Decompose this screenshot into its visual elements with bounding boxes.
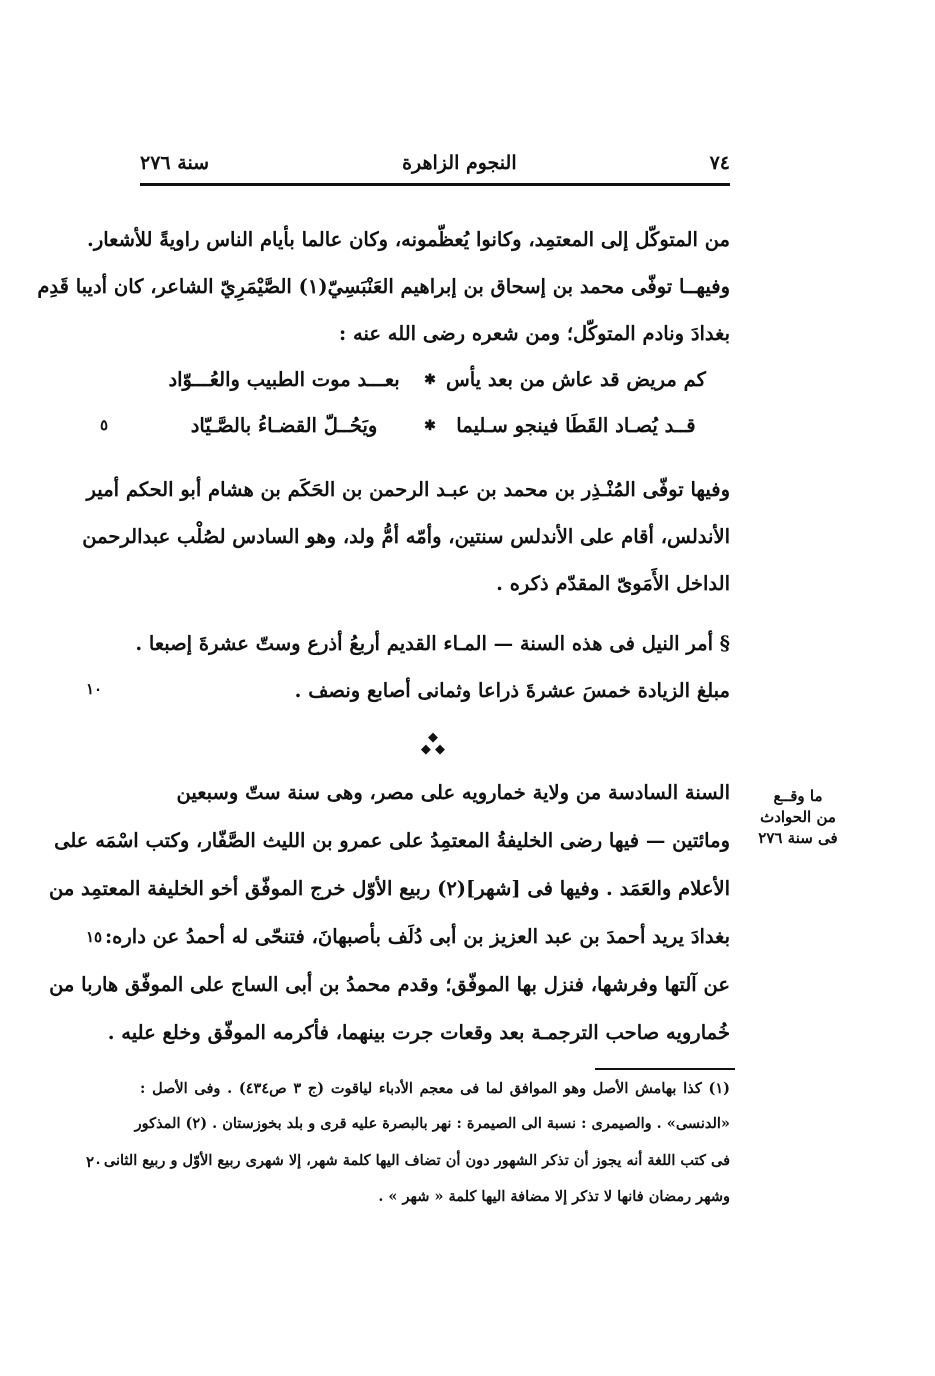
body-line: الأندلس، أقام على الأندلس سنتين، وأمّه أمُّ ولد، وهو السادس لصُلْب عبدالرحمن (82, 525, 730, 548)
body-line: الأعلام والعَمَد . وفيها فى [شهر](٢) ربيع الأوّل خرج الموفّق أخو الخليفة المعتمِد من (48, 877, 730, 900)
body-line: الداخل الأَمَوىّ المقدّم ذكره . (496, 572, 730, 595)
body-line: § أمر النيل فى هذه السنة — المـاء القديم أربعُ أذرع وستّ عشرةَ إصبعا . (135, 632, 730, 655)
poem-verse (150, 368, 710, 391)
side-note-line: ما وقــع (773, 787, 823, 805)
side-note-line: من الحوادث (760, 808, 836, 826)
book-title: النجوم الزاهرة (402, 152, 517, 174)
page-number: ٧٤ (709, 152, 730, 174)
header-rule (140, 183, 730, 186)
footnote-line: (١) كذا بهامش الأصل وهو الموافق لما فى معجم الأدباء لياقوت (ج ٣ ص٤٣٤) . وفى الأصل : (140, 1080, 730, 1097)
poem-hemistich: بعـــد موت الطبيب والعُـــوّاد (168, 368, 400, 391)
poem-verse (150, 414, 710, 437)
margin-line-number: ٢٠ (86, 1153, 103, 1171)
footnote-rule (595, 1068, 735, 1070)
body-line: وفيهــا توفّى محمد بن إسحاق بن إبراهيم العَنْبَسِيّ(١) الصَّيْمَرِيّ الشاعر، كان أديبا قَدِم (37, 275, 730, 298)
body-line: بغدادَ يريد أحمدَ بن عبد العزيز بن أبى دُلَف بأصبهانَ، فتنحّى له أحمدُ عن داره: (104, 925, 730, 948)
section-ornament-icon: ◆ ◆ ◆ (420, 730, 446, 757)
poem-hemistich: ويَحُــلّ القضـاءُ بالصَّـيّاد (190, 414, 378, 437)
margin-line-number: ١٥ (86, 928, 103, 946)
margin-line-number: ٥ (100, 416, 109, 434)
body-line: عن آلتها وفرشها، فنزل بها الموفّق؛ وقدم محمدُ بن أبى الساج على الموفّق هاربا من (49, 973, 730, 996)
body-line: بغدادَ ونادم المتوكّل؛ ومن شعره رضى الله عنه : (339, 322, 730, 345)
side-note (752, 786, 844, 849)
body-line: مبلغ الزيادة خمسَ عشرةَ ذراعا وثمانى أصابع ونصف . (294, 679, 730, 702)
body-line: خُمارويه صاحب الترجمـة بعد وقعات جرت بينهما، فأكرمه الموفّق وخلع عليه . (107, 1021, 730, 1044)
margin-line-number: ١٠ (86, 680, 103, 698)
side-note-line: فى سنة ٢٧٦ (758, 829, 838, 847)
year-label: سنة ٢٧٦ (140, 152, 210, 174)
poem-hemistich: قــد يُصـاد القَطَا فينجو سـليما (456, 414, 696, 437)
verse-separator-icon: ✱ (424, 371, 436, 388)
footnote-line: وشهر رمضان فانها لا تذكر إلا مضافة اليها كلمة « شهر » . (378, 1188, 730, 1205)
body-line: ومائتين — فيها رضى الخليفةُ المعتمِدُ على عمرو بن الليث الصَّفّار، وكتب اسْمَه على (54, 829, 730, 852)
running-header (140, 148, 730, 178)
body-line: السنة السادسة من ولاية خمارويه على مصر، وهى سنة ستّ وسبعين (176, 781, 730, 804)
footnote-line: فى كتب اللغة أنه يجوز أن تذكر الشهور دون أن تضاف اليها كلمة شهر، إلا شهرى ربيع الأوّل و ربيع الثانى (103, 1152, 730, 1169)
footnote-line: «الدنسى» . والصيمرى : نسبة الى الصيمرة : نهر بالبصرة عليه قرى و بلد بخوزستان . (٢) المذكور (134, 1115, 730, 1132)
verse-separator-icon: ✱ (424, 417, 436, 434)
body-line: وفيها توفّى المُنْـذِر بن محمد بن عبـد الرحمن بن الحَكَم بن هشام أبو الحكم أمير (86, 478, 730, 501)
body-line: من المتوكّل إلى المعتمِد، وكانوا يُعظّمونه، وكان عالما بأيام الناس راويةً للأشعار. (87, 228, 730, 251)
poem-hemistich: كم مريض قد عاش من بعد يأس (445, 368, 706, 391)
